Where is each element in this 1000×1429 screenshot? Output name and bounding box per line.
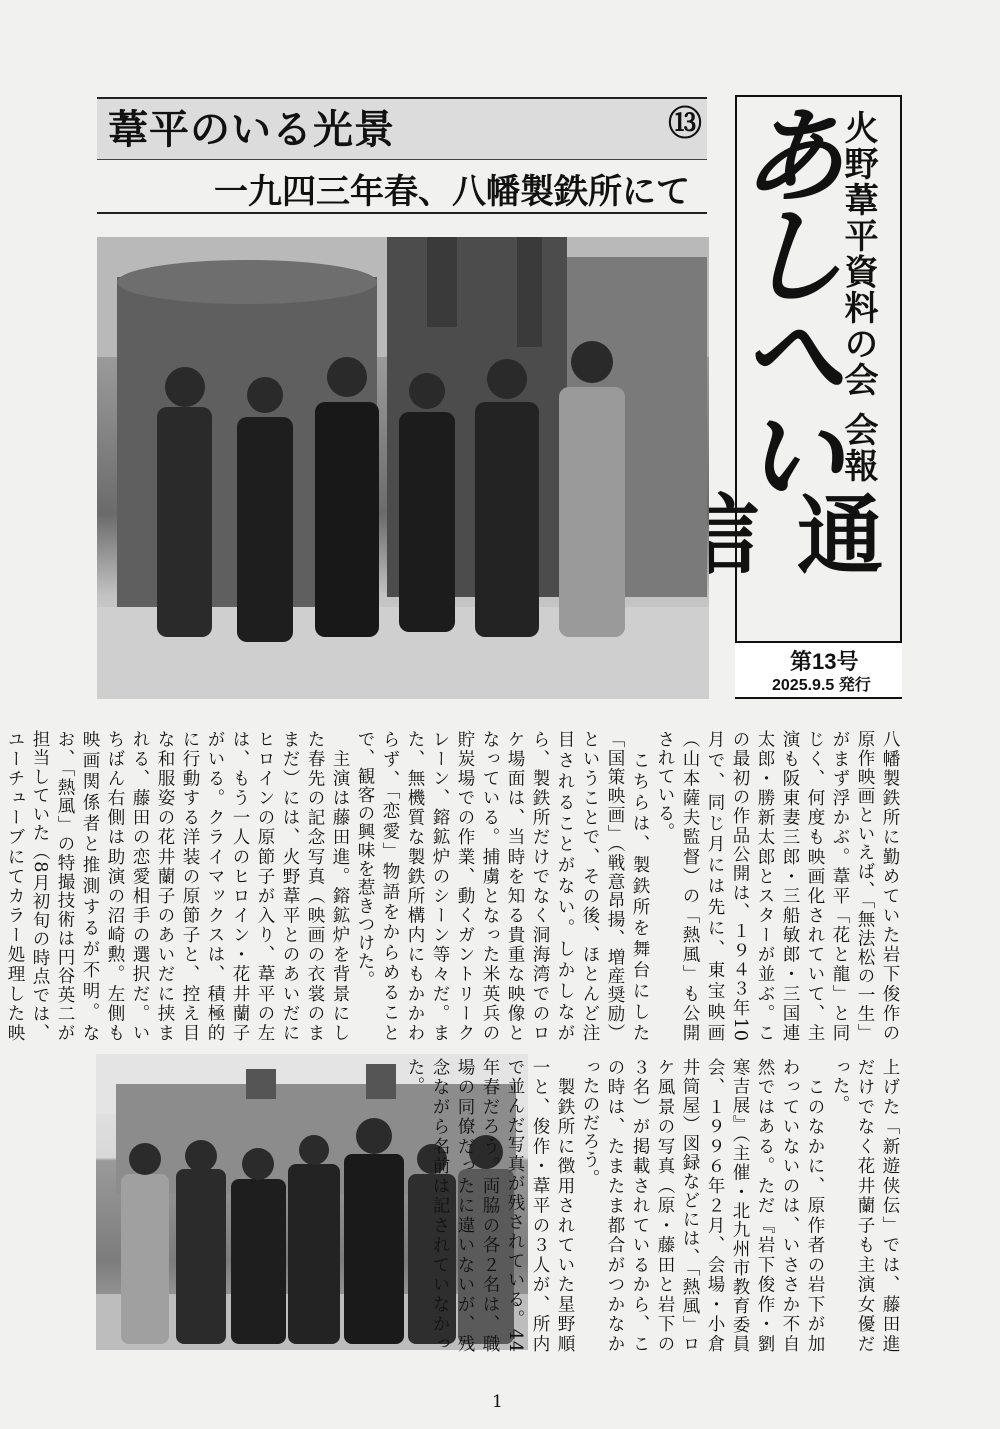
photo-group-at-steelworks: [97, 237, 709, 699]
article-text-block-2: 上げた「新遊侠伝」では、藤田進だけでなく花井蘭子も主演女優だった。 このなかに、原作者の岩下が加わっていないのは、いささか不自然ではある。ただ『岩下俊作・劉寒吉展』（主催・北九州市教育委員会、１９９６年２月、会場・小倉井筒屋）図録などには、「熱風」ロケ風景の写真（原・藤田と岩下の３名）が掲載されているから、この時は、たまたま都合がつかなかったのだろう。 製鉄所に徴用されていた星野順一と、俊作・葦平の３人が、所内で並んだ写真が残されている。44年春だろう。両脇の各２名は、職場の同僚だったに違いないが、残念ながら名前は記されていなかった。: [405, 1058, 900, 1353]
divider: [97, 212, 707, 214]
issue-date: 2025.9.5 発行: [772, 677, 871, 694]
issue-number: 第13号: [790, 649, 859, 674]
masthead-title: あしへい: [723, 100, 848, 500]
article-text-block-1: 八幡製鉄所に勤めていた岩下俊作の原作映画といえば、「無法松の一生」がまず浮かぶ。葦平「花と龍」と同じく、何度も映画化されていて、主演も阪東妻三郎・三船敏郎・三国連太郎・勝新太郎とスターが並ぶ。この最初の作品公開は、１９４３年10月で、同じ月には先に、東宝映画（山本薩夫監督）の「熱風」も公開されている。 こちらは、製鉄所を舞台にした「国策映画」（戦意昂揚、増産奨励）ということで、その後、ほとんど注目されることがない。しかしながら、製鉄所だけでなく洞海湾でのロケ場面は、当時を知る貴重な映像となっている。捕虜となった米英兵の貯炭場での作業、動くガントリークレーン、鎔鉱炉のシーン等々だ。また、無機質な製鉄所構内にもかかわらず、「恋愛」物語をからめることで、観客の興味を惹きつけた。 主演は藤田進。鎔鉱炉を背景にした春先の記念写真（映画の衣裳のままだ）には、火野葦平とのあいだにヒロインの原節子が入り、葦平の左は、もう一人のヒロイン・花井蘭子がいる。クライマックスは、積極的に行動する洋装の原節子と、控え目な和服姿の花井蘭子のあいだに挟まれる、藤田の恋愛相手の選択だ。いちばん右側は助演の沼崎勲。左側も映画関係者と推測するが不明。なお、「熱風」の特撮技術は円谷英二が担当していた（8月初旬の時点では、ユーチューブにてカラー処理した映: [5, 730, 900, 1042]
series-title: 葦平のいる光景: [108, 106, 395, 153]
series-number: ⑬: [668, 104, 702, 144]
article-subtitle: 一九四三年春、八幡製鉄所にて: [214, 172, 690, 212]
organization-name: 火野葦平資料の会 会報: [838, 110, 878, 484]
page-number: 1: [492, 1392, 503, 1412]
masthead-subtitle: 通: [782, 490, 883, 576]
